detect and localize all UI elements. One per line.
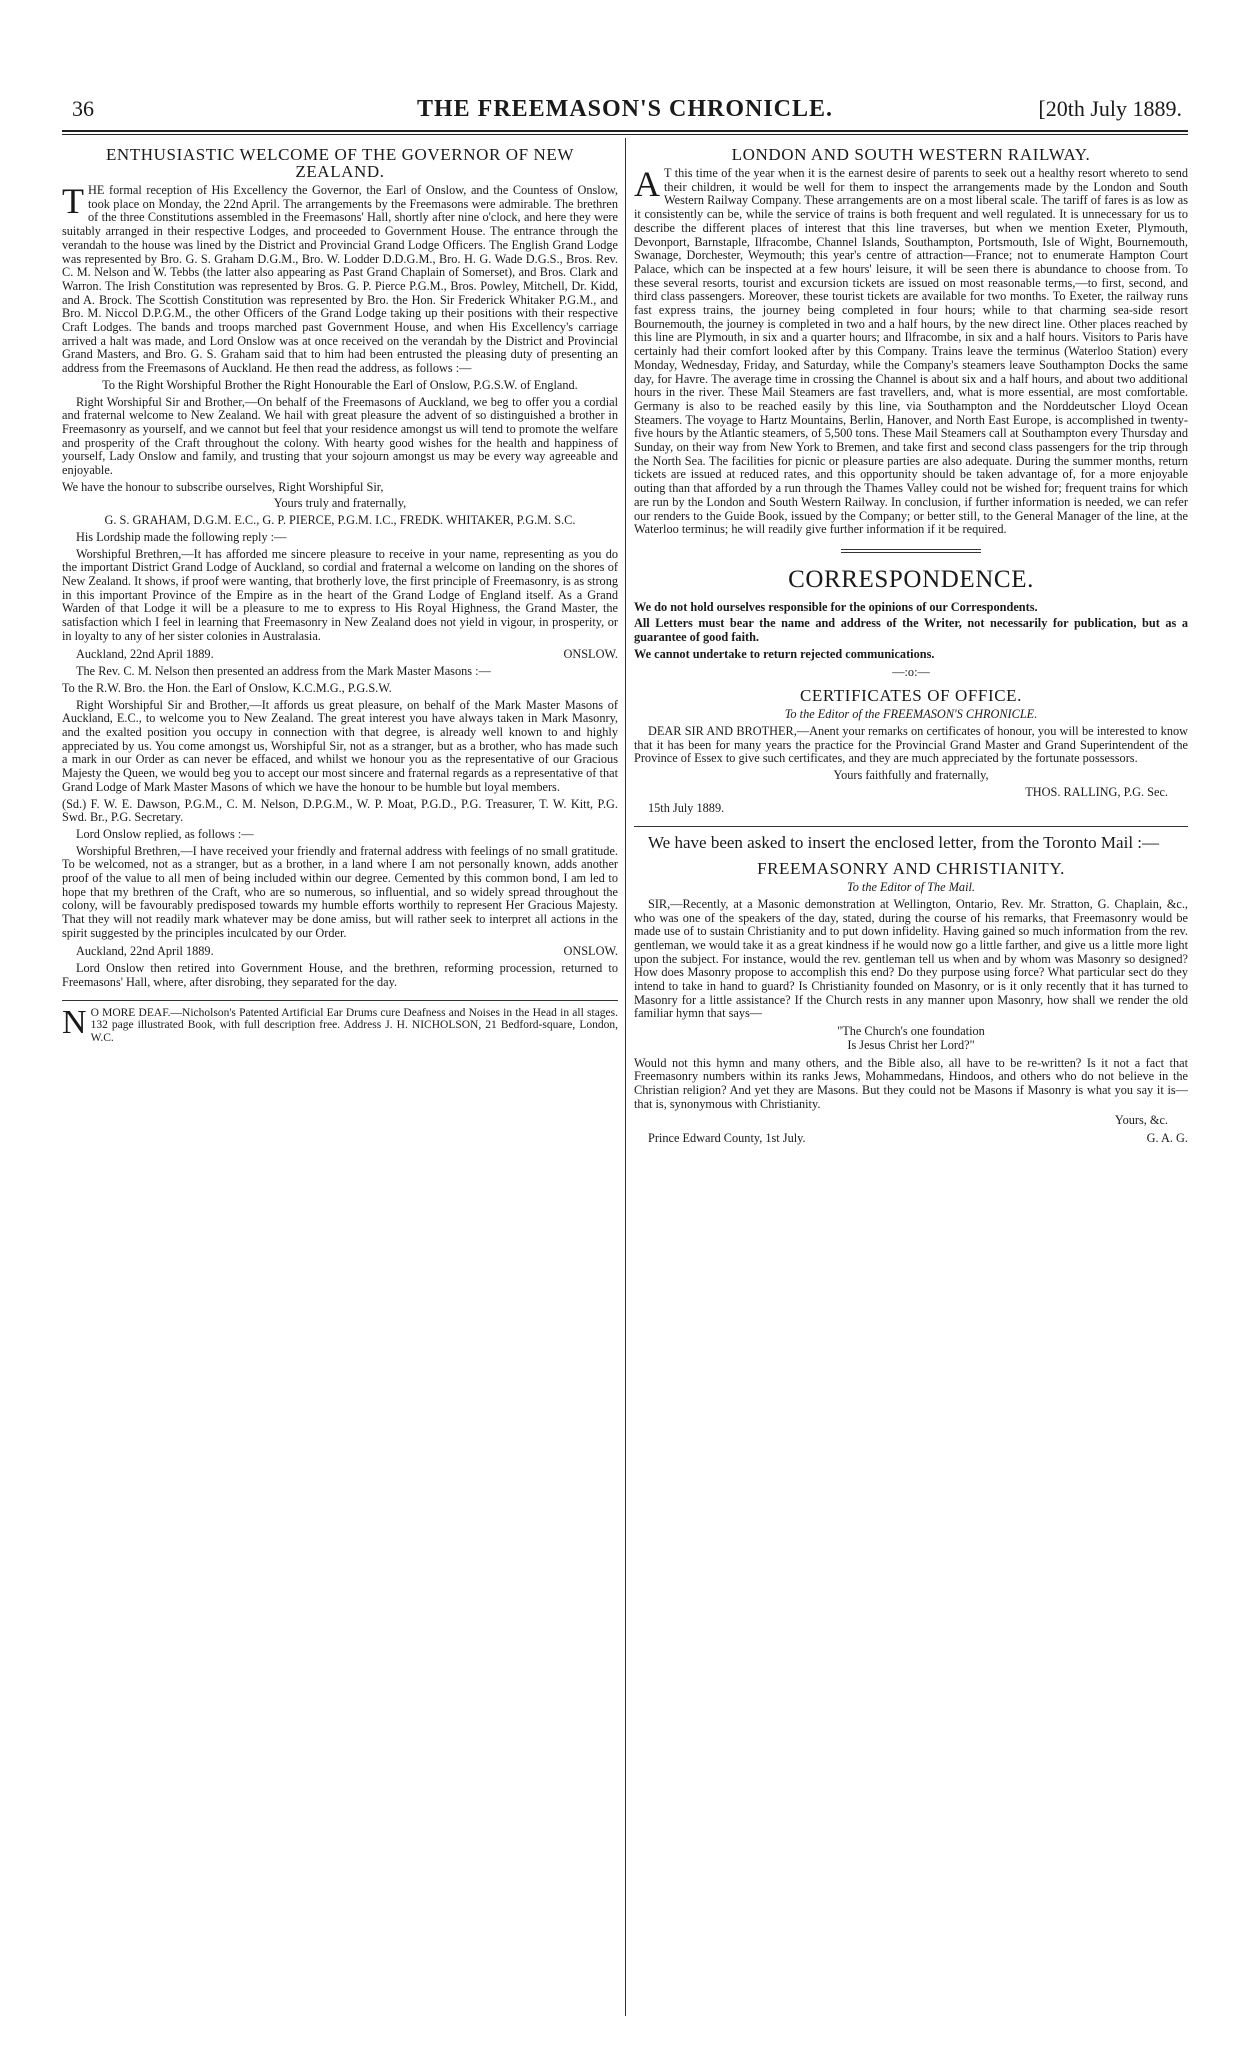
article-heading-christianity: FREEMASONRY AND CHRISTIANITY. [757,859,1065,879]
article-heading-governor: ENTHUSIASTIC WELCOME OF THE GOVERNOR OF NEW ZEALAND. [105,145,575,181]
article-heading-railway: LONDON AND SOUTH WESTERN RAILWAY. [731,145,1091,164]
signature-line [62,648,618,662]
article-paragraph: Right Worshipful Sir and Brother,—On behalf of the Freemasons of Auckland, we beg to offer you a cordial and fraternal welcome to New Zealand. We hail with great pleasure the advent of so distinguished a brother in Freemasonry as yourself, and we cannot but feel that your residence amongst us will tend to promote the welfare and prosperity of the Craft throughout the colony. With hearty good wishes for the health and happiness of yourself, Lady Onslow and family, and trusting that your sojourn amongst us may be every way agreeable and enjoyable. [62,394,618,478]
columns [62,138,1188,2016]
drop-cap: N [62,1003,87,1041]
signature-name: THOS. RALLING, P.G. Sec. [1025,784,1168,799]
article-heading-certificates: CERTIFICATES OF OFFICE. [799,686,1022,706]
separator: —:o:— [892,664,930,679]
notice: All Letters must bear the name and address of the Writer, not necessarily for publication, but as a guarantee of good faith. [634,616,1188,645]
drop-cap: A [634,164,660,204]
notice: We cannot undertake to return rejected communications. [634,646,935,661]
intro-paragraph: We have been asked to insert the enclosed letter, from the Toronto Mail :— [648,833,1160,853]
address-to: To the Right Worshipful Brother the Right Honourable the Earl of Onslow, P.G.S.W. of England. [102,377,578,392]
closing-line: Yours, &c. [1114,1113,1168,1128]
article-paragraph [62,181,618,376]
article-paragraph [634,164,1188,537]
signature-name: ONSLOW. [563,943,618,958]
advertisement [62,1003,618,1045]
drop-cap: T [62,181,84,221]
article-paragraph: Worshipful Brethren,—I have received your friendly and fraternal address with feelings of no small gratitude. To be welcomed, not as a stranger, but as a brother, in a land where I am not personally known, adds another proof of the value to all men of being included within our degree. Cemented by this common bond, I am led to hope that my brethren of the Craft, who are so numerous, so influential, and so widely spread throughout the colony, will be favourably predisposed towards my humble efforts worthily to represent Her Gracious Majesty. That they will not readily mark whatever may be done amiss, but will rather seek to interpret all actions in the spirit suggested by the principles inculcated by our Order. [62,843,618,940]
issue-date: [20th July 1889. [1038,96,1182,121]
to-editor: To the Editor of The Mail. [847,880,975,895]
article-paragraph: DEAR SIR AND BROTHER,—Anent your remarks on certificates of honour, you will be interested to know that it has been for many years the practice for the Provincial Grand Master and Grand Superintendent of the Province of Essex to give such certificates, and they are much appreciated by the fortunate possessors. [634,723,1188,766]
masthead [62,96,1188,132]
ornament-rule [634,543,1188,557]
article-paragraph: Lord Onslow replied, as follows :— [76,826,254,841]
hymn-quote [634,1025,1188,1052]
article-paragraph: Worshipful Brethren,—It has afforded me sincere pleasure to receive in your name, representing as you do the important District Grand Lodge of Auckland, so cordial and fraternal a welcome on landing on the shores of New Zealand. It shows, if proof were wanting, that brotherly love, the first principle of Freemasonry, is as strong in this important Province of the Empire as in the heart of the Grand Lodge of England itself. As a Grand Warden of that Lodge it will be a pleasure to me to express to His Royal Highness, the Grand Master, the satisfaction which I feel in learning that Freemasonry in New Zealand does not yield in vigour, in prosperity, or in loyalty to any of her sister colonies in Australasia. [62,546,618,643]
notice: We do not hold ourselves responsible for the opinions of our Correspondents. [634,599,1038,614]
hymn-line: Is Jesus Christ her Lord?" [847,1037,975,1052]
signature-name: G. A. G. [1146,1131,1188,1146]
article-paragraph: The Rev. C. M. Nelson then presented an address from the Mark Master Masons :— [76,664,491,679]
to-editor: To the Editor of the FREEMASON'S CHRONICLE. [784,707,1038,722]
signature-name: ONSLOW. [563,646,618,661]
section-divider [634,826,1188,827]
signature-line [634,1132,1188,1146]
newspaper-title: THE FREEMASON'S CHRONICLE. [416,96,834,122]
closing-line: Yours truly and fraternally, [273,496,407,511]
article-paragraph: Would not this hymn and many others, and the Bible also, all have to be re-written? Is it not a fact that Freemasonry numbers within its ranks Jews, Mohammedans, Hindoos, and others who do not believe in the Christian religion? And yet they are Masons. But they could not be Masons if Masonry is what you say it is—that is, synonymous with Christianity. [634,1055,1188,1111]
masthead-rule [62,134,1188,135]
letter-date: 15th July 1889. [648,801,725,816]
article-paragraph: SIR,—Recently, at a Masonic demonstration at Wellington, Ontario, Rev. Mr. Stratton, G. Chaplain, &c., who was one of the speakers of the day, stated, during the course of his remarks, that Freemasonry would be made use of to sustain Christianity and to put down infidelity. Having gained so much information from the rev. gentleman, we would take it as a great kindness if he would now go a little farther, and give us a little more light upon the subject. For instance, would the rev. gentleman tell us when and by whom was Masonry so designed? How does Masonry propose to accomplish this end? Do they purpose using force? What particular sect do they intend to take in hand to guard? Is Christianity founded on Masonry, or is it only recently that it has turned to Masonry for a little assistance? If the Church rests in any manner upon Masonry, how shall we render the old familiar hymn that says— [634,896,1188,1021]
column-divider [625,138,626,2016]
hymn-line: "The Church's one foundation [837,1024,985,1039]
ad-text: O MORE DEAF.—Nicholson's Patented Artificial Ear Drums cure Deafness and Noises in the Head in all stages. 132 page illustrated Book, with full description free. Address J. H. NICHOLSON, 21 Bedford-square, London, W.C. [90,1006,618,1044]
newspaper-page [62,96,1188,2016]
signatories: G. S. GRAHAM, D.G.M. E.C., G. P. PIERCE, P.G.M. I.C., FREDK. WHITAKER, P.G.M. S.C. [104,513,576,528]
paragraph-text: T this time of the year when it is the earnest desire of parents to seek out a healthy resort whereto to send their children, it would be well for them to inspect the arrangements made by the London and South Western Railway Company. These arrangements are on a most liberal scale. The tariff of fares is as low as it consistently can be, while the service of trains is both frequent and well regulated. It is unnecessary for us to describe the different places of interest that this line traverses, but when we mention Exeter, Plymouth, Devonport, Barnstaple, Ilfracombe, Channel Islands, Southampton, Portsmouth, Isle of Wight, Bournemouth, Swanage, Dorchester, Weymouth; this year's centre of attraction—France; not to enumerate Hampton Court Palace, which can be inspected at a few hours' leisure, it will be seen there is abundance to choose from. To these several resorts, tourist and excursion tickets are issued on most reasonable terms,—to first, second, and third class passengers. Moreover, these tourist tickets are available for two months. To Exeter, the railway runs fast express trains, the journey being completed in four hours; while to that charming sea-side resort Bournemouth, the journey is completed in two and a half hours, by the new direct line. Other places reached by this line are Plymouth, in six and a quarter hours; and Ilfracombe, in six and a half hours. Visitors to Paris have certainly had their comfort looked after by this Company. Trains leave the terminus (Waterloo Station) every Monday, Wednesday, Friday, and Saturday, while the Company's steamers leave Southampton Docks the same day, for Havre. The average time in crossing the Channel is about six and a half hours, and about two additional hours in the river. These Mail Steamers are fast travellers, and, what is more essential, are most comfortable. Germany is also to be reached easily by this line, via Southampton and the Norddeutscher Lloyd Ocean Steamers. The voyage to Hartz Mountains, Berlin, Hanover, and North East Europe, is accomplished in twenty-five hours by the Atlantic steamers, of 5,500 tons. These Mail Steamers call at Southampton every Thursday and Sunday, on their way from New York to Bremen, and take first and second class passengers for the trip through the North Sea. The facilities for picnic or pleasure parties are also adequate. During the summer months, return tickets are issued at reduced rates, and this opportunity should be taken advantage of, for a more enjoyable outing than that afforded by a run through the Thames Valley could not be wished for; frequent trains for which are run by the London and South Western Railway. In conclusion, if further information is needed, we can refer our renders to the Guide Book, issued by the Company; or better still, to the General Manager of the line, at the Waterloo terminus; he will readily give further information if it be required. [634,166,1188,537]
article-paragraph: Lord Onslow then retired into Government House, and the brethren, reforming procession, returned to Freemasons' Hall, where, after disrobing, they separated for the day. [62,961,618,989]
signature-place: Auckland, 22nd April 1889. [76,943,214,958]
left-column [62,138,618,2016]
closing-line: Yours faithfully and fraternally, [833,768,989,783]
signatories: (Sd.) F. W. E. Dawson, P.G.M., C. M. Nelson, D.P.G.M., W. P. Moat, P.G.D., P.G. Treasurer, T. W. Kitt, P.G. Swd. Br., P.G. Secretary. [62,796,618,825]
article-paragraph: We have the honour to subscribe ourselves, Right Worshipful Sir, [62,479,384,494]
address-to: To the R.W. Bro. the Hon. the Earl of Onslow, K.C.M.G., P.G.S.W. [62,680,392,695]
section-divider [62,1000,618,1001]
signature-place: Prince Edward County, 1st July. [648,1131,806,1146]
signature-place: Auckland, 22nd April 1889. [76,646,214,661]
section-heading-correspondence: CORRESPONDENCE. [788,565,1034,593]
signature-line [62,945,618,959]
article-paragraph: His Lordship made the following reply :— [76,529,287,544]
page-number: 36 [72,96,94,121]
paragraph-text: HE formal reception of His Excellency the Governor, the Earl of Onslow, and the Countess of Onslow, took place on Monday, the 22nd April. The arrangements by the Freemasons were admirable. The brethren of the three Constitutions assembled in the Freemasons' Hall, shortly after nine o'clock, and here they were suitably arranged in their respective Lodges, and proceeded to Government House. The entrance through the verandah to the house was lined by the District and Provincial Grand Lodge Officers. The English Grand Lodge was represented by Bro. G. S. Graham D.G.M., Bro. W. Lodder D.D.G.M., Bro. H. G. Wade D.G.S., Bros. Rev. C. M. Nelson and W. Tebbs (the latter also appearing as Past Grand Chaplain of Somerset), and Bros. Clark and Warron. The Irish Constitution was represented by Bros. G. P. Pierce P.G.M., Bros. Powley, Mitchell, Dr. Kidd, and A. Brock. The Scottish Constitution was represented by Bro. the Hon. Sir Frederick Whitaker P.G.M., and Bro. M. Niccol D.P.G.M., the other Officers of the Grand Lodge taking up their positions with their respective Craft Lodges. The bands and troops marched past Government House, and when His Excellency's carriage arrived a halt was made, and Lord Onslow was at once received on the verandah by the District and Provincial Grand Masters, and Bro. G. S. Graham said that to him had been entrusted the pleasing duty of presenting an address from the Freemasons of Auckland. He then read the address, as follows :— [62,183,618,376]
right-column [634,138,1188,2016]
article-paragraph: Right Worshipful Sir and Brother,—It affords us great pleasure, on behalf of the Mark Master Masons of Auckland, E.C., to welcome you to New Zealand. The great interest you have always taken in Mark Masonry, and the exalted position you occupy in connection with that degree, is already well known to and highly appreciated by us. You come amongst us, Worshipful Sir, not as a stranger, but as a brother, who has made such a mark in our Order as can never be effaced, and whilst we honour you as the representative of our Gracious Majesty the Queen, we would beg you to accept our most sincere and fraternal regards as a representative of that Grand Lodge of Mark Master Masons of which we have the honour to be humble but loyal members. [62,697,618,794]
